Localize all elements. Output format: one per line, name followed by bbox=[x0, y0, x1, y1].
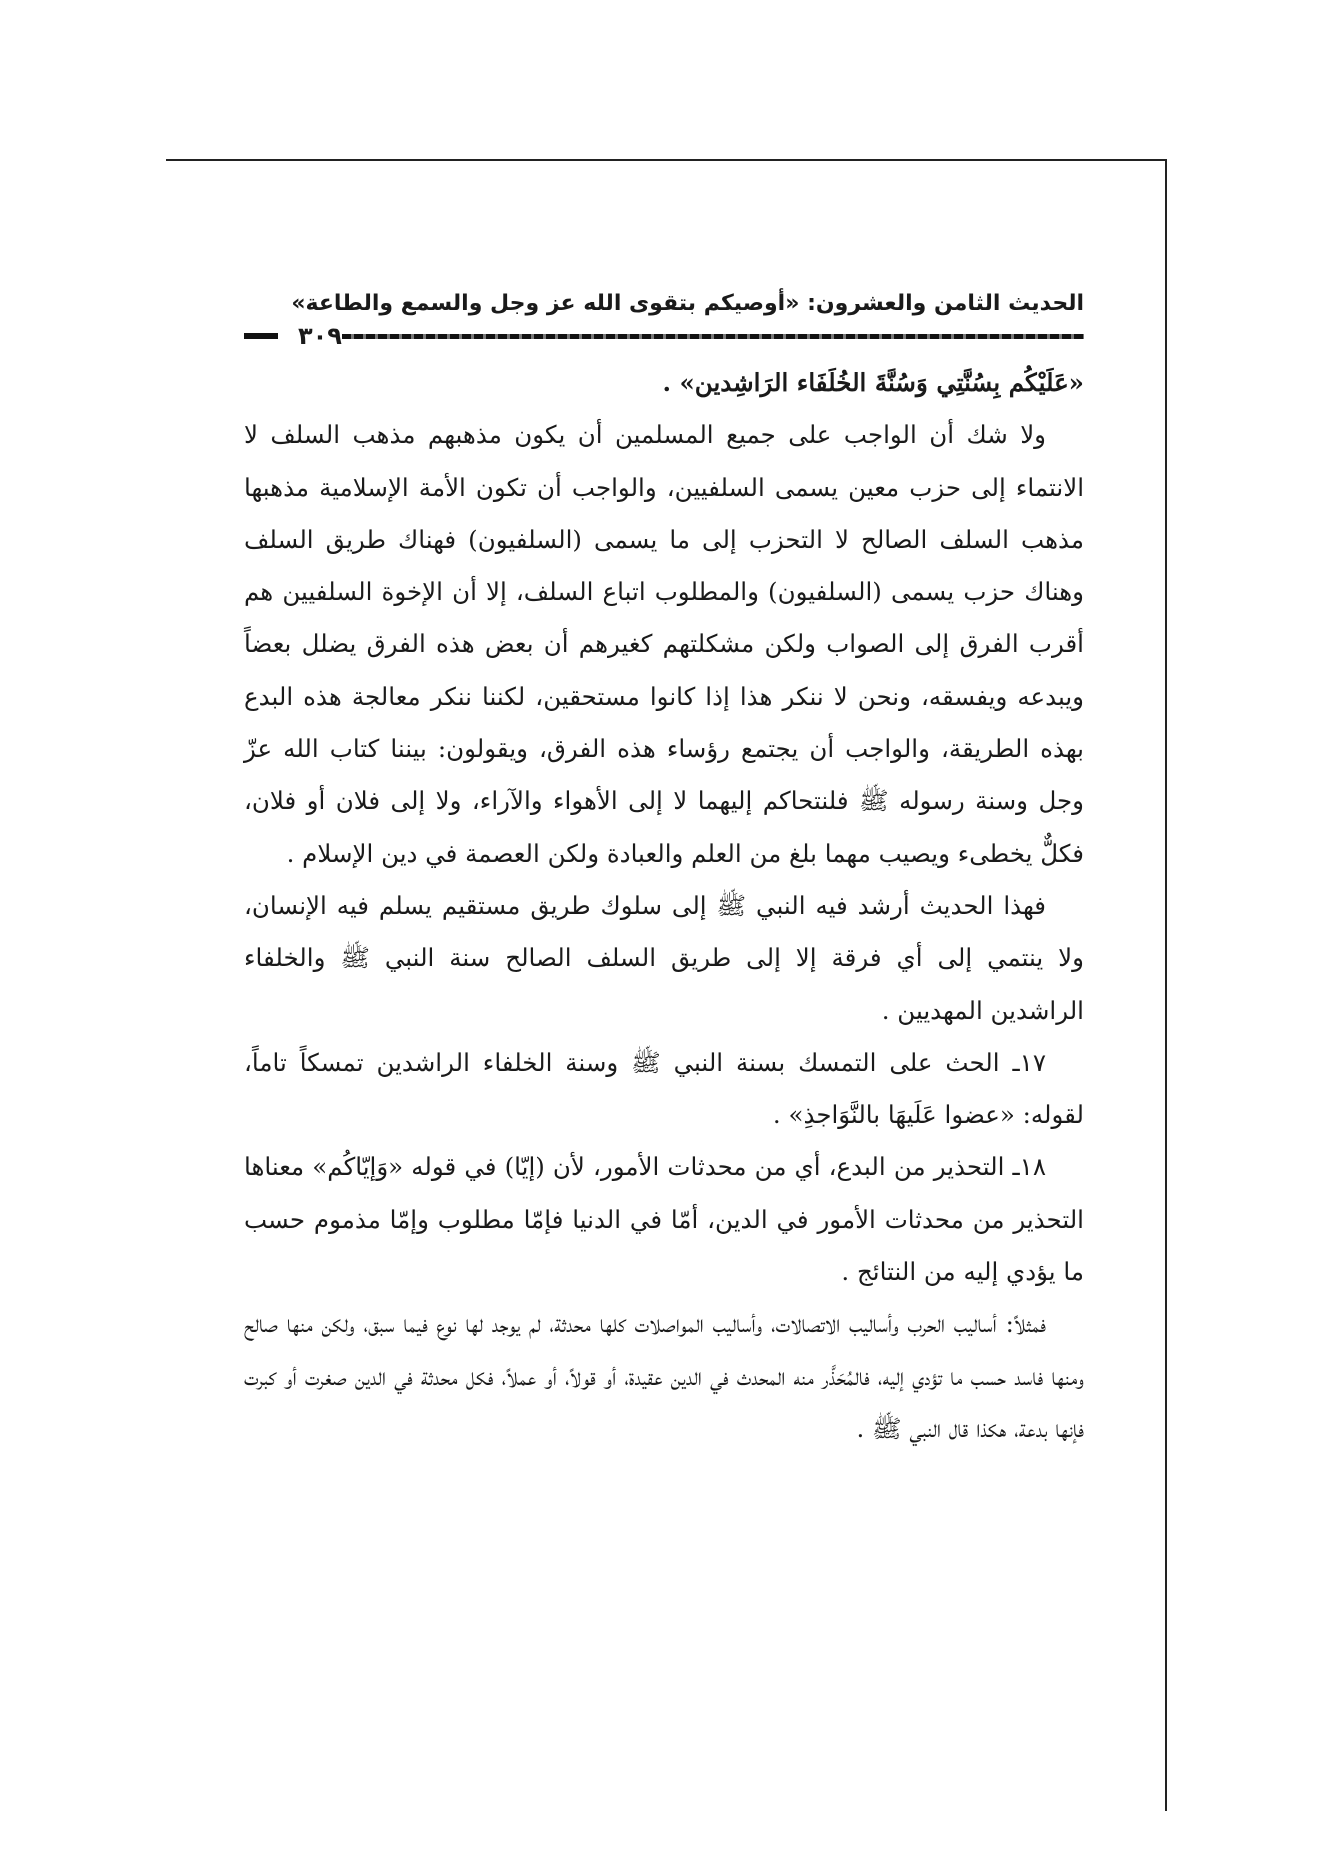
paragraph-point-18: ١٨ـ التحذير من البدع، أي من محدثات الأمور، لأن (إيّا) في قوله «وَإيّاكُم» معناها التحذير من محدثات الأمور في الدين، أمّا في الدنيا فإمّا مطلوب وإمّا مذموم حسب ما يؤدي إليه من النتائج . bbox=[244, 1152, 1084, 1287]
header-rule-row bbox=[244, 323, 1084, 349]
frame-top-border bbox=[166, 159, 1166, 161]
paragraph-salaf: ولا شك أن الواجب على جميع المسلمين أن يكون مذهبهم مذهب السلف لا الانتماء إلى حزب معين يسمى السلفيين، والواجب أن تكون الأمة الإسلامية مذهبها مذهب السلف الصالح لا التحزب إلى ما يسمى (السلفيون) فهناك طريق السلف وهناك حزب يسمى (السلفيون) والمطلوب اتباع السلف، إلا أن الإخوة السلفيين هم أقرب الفرق إلى الصواب ولكن مشكلتهم كغيرهم أن بعض هذه الفرق يضلل بعضاً ويبدعه ويفسقه، ونحن لا ننكر هذا إذا كانوا مستحقين، لكننا ننكر معالجة هذه البدع بهذه الطريقة، والواجب أن يجتمع رؤساء هذه الفرق، ويقولون: بيننا كتاب الله عزّ وجل وسنة رسوله ﷺ فلنتحاكم إليهما لا إلى الأهواء والآراء، ولا إلى فلان أو فلان، فكلٌّ يخطىء ويصيب مهما بلغ من العلم والعبادة ولكن العصمة في دين الإسلام . bbox=[244, 420, 1085, 868]
paragraph-point-17: ١٧ـ الحث على التمسك بسنة النبي ﷺ وسنة الخلفاء الراشدين تمسكاً تاماً، لقوله: «عضوا عَلَيهَا بالنَّوَاجذِ» . bbox=[244, 1047, 1084, 1130]
page-number-ornament bbox=[244, 333, 278, 339]
header-rule bbox=[342, 334, 1084, 339]
frame-right-border bbox=[1165, 159, 1167, 1811]
page-content bbox=[244, 285, 1084, 1455]
running-title: الحديث الثامن والعشرون: «أوصيكم بتقوى الله عز وجل والسمع والطاعة» bbox=[291, 291, 1084, 316]
hadith-quote-paragraph: «عَلَيْكُم بِسُنَّتِي وَسُنَّةَ الخُلَفَاء الرَاشِدين» . bbox=[662, 368, 1084, 397]
page-number: ٣٠٩ bbox=[298, 322, 342, 350]
paragraph-examples: فمثلاً: أساليب الحرب وأساليب الاتصالات، وأساليب المواصلات كلها محدثة، لم يوجد لها نوع فيما سبق، ولكن منها صالح ومنها فاسد حسب ما تؤدي إليه، فالمُحَذَّر منه المحدث في الدين عقيدة، أو قولاً، أو عملاً، فكل محدثة في الدين صغرت أو كبرت فإنها بدعة، هكذا قال النبي ﷺ . bbox=[244, 1309, 1084, 1443]
paragraph-guidance: فهذا الحديث أرشد فيه النبي ﷺ إلى سلوك طريق مستقيم يسلم فيه الإنسان، ولا ينتمي إلى أي فرقة إلا إلى طريق السلف الصالح سنة النبي ﷺ والخلفاء الراشدين المهديين . bbox=[244, 890, 1084, 1025]
